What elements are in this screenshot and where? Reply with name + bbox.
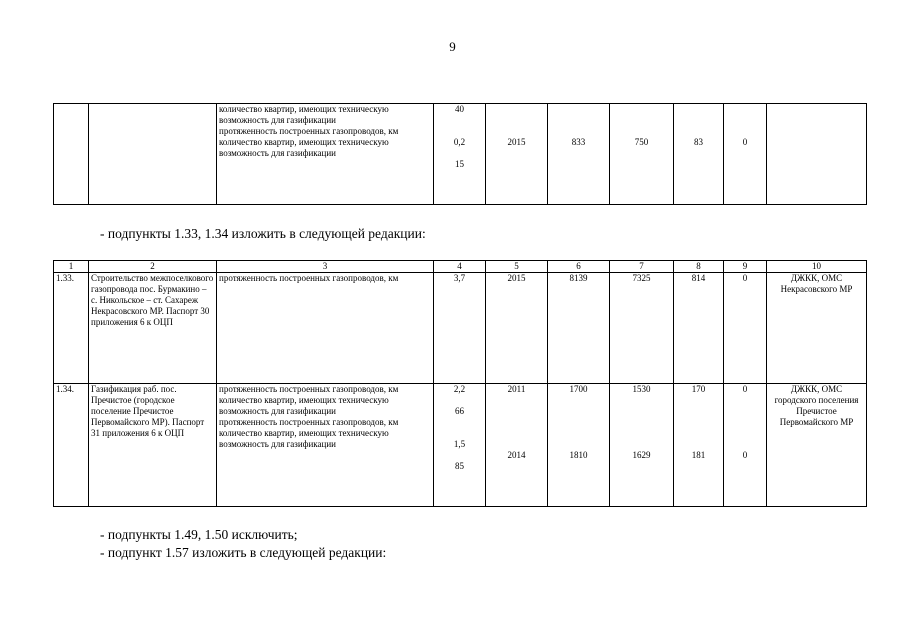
col8-text: 83 <box>694 137 703 147</box>
col9-text: 0 <box>742 137 748 147</box>
cell-total: 8139 <box>548 273 610 384</box>
cell-values <box>434 104 486 205</box>
col8-text: 181 <box>691 450 706 460</box>
cell-num: 1.34. <box>54 384 89 507</box>
year-text: 2011 <box>507 384 526 394</box>
cell-year <box>486 104 548 205</box>
total-text: 1810 <box>569 450 588 460</box>
cell-name <box>89 104 217 205</box>
cell-col8 <box>674 384 724 507</box>
value-text: 1,5 <box>453 439 466 449</box>
cell-col9: 0 <box>724 273 767 384</box>
year-text: 2015 <box>507 137 526 147</box>
paragraph-edit-instruction: - подпункты 1.49, 1.50 исключить; <box>100 527 298 542</box>
cell-num: 1.33. <box>54 273 89 384</box>
table-header-row <box>54 261 867 273</box>
indicator-text: количество квартир, имеющих техническую возможность для газификации <box>219 428 389 449</box>
cell-indicators: протяженность построенных газопроводов, км <box>217 273 434 384</box>
cell-name: Строительство межпоселкового газопровода пос. Бурмакино – с. Никольское – ст. Сахареж Некрасовского МР. Паспорт 30 приложения 6 к ОЦП <box>89 273 217 384</box>
cell-executor <box>767 104 867 205</box>
indicator-text: количество квартир, имеющих техническую возможность для газификации <box>219 395 389 416</box>
header-cell: 1 <box>54 261 89 273</box>
header-cell: 7 <box>610 261 674 273</box>
cell-col8 <box>674 104 724 205</box>
table-row <box>54 104 867 205</box>
main-table <box>53 260 867 507</box>
value-text: 66 <box>455 406 464 416</box>
cell-col8: 814 <box>674 273 724 384</box>
table-row <box>54 273 867 384</box>
cell-indicators <box>217 104 434 205</box>
col7-text: 1629 <box>632 450 651 460</box>
header-cell: 9 <box>724 261 767 273</box>
col7-text: 750 <box>634 137 649 147</box>
paragraph-edit-instruction: - подпункт 1.57 изложить в следующей редакции: <box>100 545 387 560</box>
cell-col7 <box>610 384 674 507</box>
cell-col9 <box>724 104 767 205</box>
col9-text: 0 <box>742 450 748 460</box>
value-text: 0,2 <box>453 137 466 147</box>
header-cell: 3 <box>217 261 434 273</box>
col9-text: 0 <box>742 384 748 394</box>
cell-year <box>486 384 548 507</box>
cell-col9 <box>724 384 767 507</box>
table-row <box>54 384 867 507</box>
total-text: 833 <box>571 137 586 147</box>
cell-total <box>548 384 610 507</box>
cell-total <box>548 104 610 205</box>
continuation-table <box>53 103 867 205</box>
indicator-text: протяженность построенных газопроводов, км <box>219 384 399 394</box>
indicator-text: количество квартир, имеющих техническую возможность для газификации <box>219 104 389 125</box>
page-number: 9 <box>449 39 456 54</box>
cell-name: Газификация раб. пос. Пречистое (городское поселение Пречистое Первомайского МР). Паспорт 31 приложения 6 к ОЦП <box>89 384 217 507</box>
header-cell: 4 <box>434 261 486 273</box>
paragraph-edit-instruction: - подпункты 1.33, 1.34 изложить в следующей редакции: <box>100 226 426 241</box>
cell-num <box>54 104 89 205</box>
cell-values <box>434 384 486 507</box>
header-cell: 10 <box>767 261 867 273</box>
year-text: 2014 <box>507 450 526 460</box>
cell-executor: ДЖКК, ОМС Некрасовского МР <box>767 273 867 384</box>
cell-executor: ДЖКК, ОМС городского поселения Пречистое Первомайского МР <box>767 384 867 507</box>
header-cell: 8 <box>674 261 724 273</box>
header-cell: 2 <box>89 261 217 273</box>
indicator-text: протяженность построенных газопроводов, км <box>219 126 399 136</box>
value-text: 85 <box>455 461 464 471</box>
cell-value: 3,7 <box>434 273 486 384</box>
cell-col7 <box>610 104 674 205</box>
value-text: 2,2 <box>453 384 466 394</box>
header-cell: 6 <box>548 261 610 273</box>
value-text: 40 <box>455 104 464 114</box>
indicator-text: протяженность построенных газопроводов, км <box>219 417 399 427</box>
value-text: 15 <box>455 159 464 169</box>
indicator-text: количество квартир, имеющих техническую возможность для газификации <box>219 137 389 158</box>
total-text: 1700 <box>569 384 588 394</box>
col7-text: 1530 <box>632 384 651 394</box>
col8-text: 170 <box>691 384 706 394</box>
cell-col7: 7325 <box>610 273 674 384</box>
header-cell: 5 <box>486 261 548 273</box>
cell-year: 2015 <box>486 273 548 384</box>
cell-indicators <box>217 384 434 507</box>
